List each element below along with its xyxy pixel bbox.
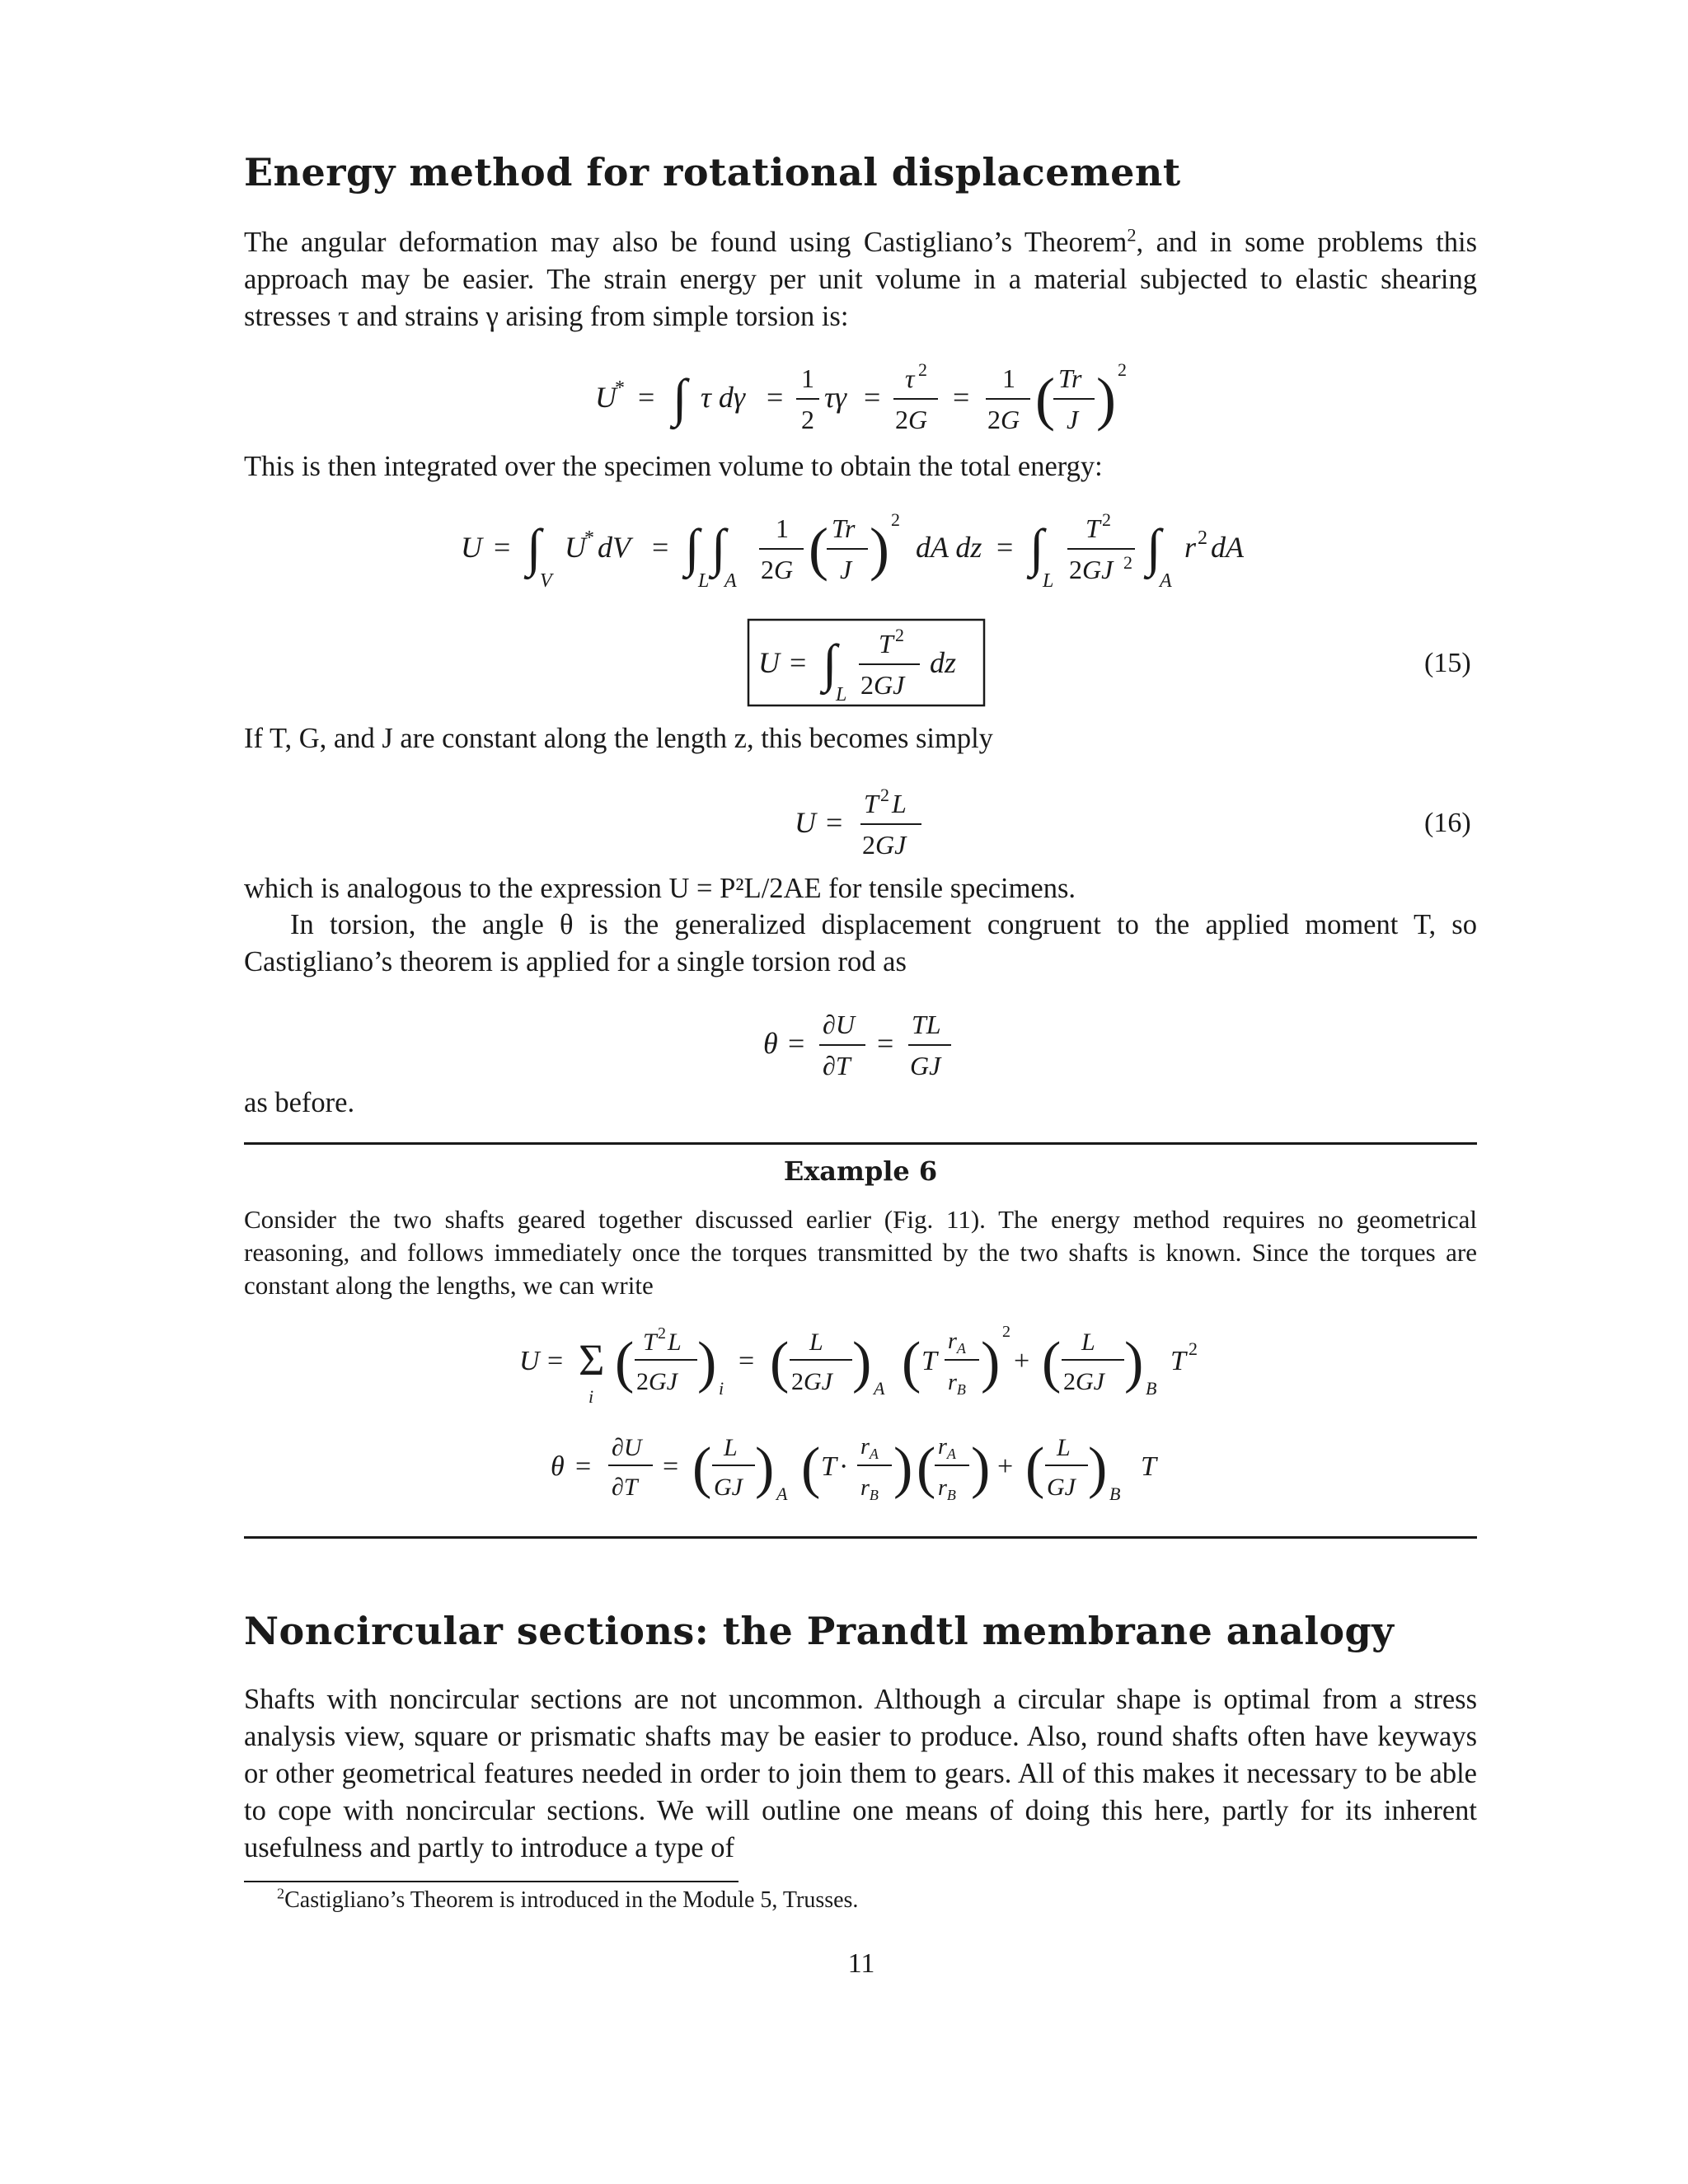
svg-text:=: = [877, 1027, 894, 1060]
svg-text:τ dγ: τ dγ [701, 381, 746, 414]
svg-text:2: 2 [1002, 1323, 1010, 1341]
section-title-noncircular: Noncircular sections: the Prandtl membrane analogy [244, 1609, 1395, 1653]
svg-text:L: L [836, 684, 847, 705]
svg-text:T: T [1170, 1346, 1186, 1376]
svg-text:θ: θ [763, 1027, 778, 1060]
svg-text:T: T [879, 629, 893, 658]
svg-text:U: U [758, 646, 780, 679]
svg-text:dz: dz [930, 646, 957, 679]
svg-text:τγ: τγ [824, 381, 847, 414]
svg-text:A: A [874, 1378, 885, 1399]
svg-text:=: = [663, 1451, 679, 1482]
svg-text:=: = [575, 1451, 592, 1482]
paragraph-intro-b: , and in some problems this approach may be easier. The strain energy per unit volume in a material subjected to elastic shearing stresses τ and strains γ arising from simple torsion is: [244, 227, 1477, 332]
svg-text:A: A [724, 570, 737, 592]
svg-text:rA: $r_A$ [948, 1329, 966, 1357]
svg-text:2G: 2G [761, 555, 794, 584]
svg-text:dA dz: dA dz [916, 531, 982, 564]
svg-text:U: U [565, 531, 586, 564]
svg-text:∂U: ∂U [612, 1434, 642, 1461]
paragraph-constant: If T, G, and J are constant along the length z, this becomes simply [244, 723, 993, 754]
footnote-text: Castigliano’s Theorem is introduced in the Module 5, Trusses. [284, 1887, 859, 1913]
svg-text:∂T: ∂T [612, 1474, 638, 1501]
svg-text:=: = [996, 531, 1014, 564]
svg-text:rB: $r_B$ [860, 1475, 879, 1503]
paragraph-castigliano: In torsion, the angle θ is the generalized displacement congruent to the applied moment T, so Castigliano’s theorem is applied for a single torsion rod as [244, 909, 1477, 977]
svg-text:2: 2 [658, 1324, 666, 1343]
svg-text:U: U [795, 806, 816, 839]
svg-text:GJ: GJ [714, 1474, 743, 1501]
svg-text:2GJ: 2GJ [860, 670, 905, 700]
svg-text:): ) [1096, 366, 1116, 432]
svg-text:*: * [615, 377, 625, 399]
svg-text:dV: dV [598, 531, 631, 564]
section-title-energy-method: Energy method for rotational displacement [244, 150, 1181, 194]
svg-text:): ) [1088, 1436, 1108, 1500]
svg-text:L: L [698, 570, 710, 592]
paragraph-noncircular: Shafts with noncircular sections are not uncommon. Although a circular shape is optimal from a stress analysis view, square or prismatic shafts may be easier to produce. Also, round shafts often have keyways or other geometrical features needed in order to join them to gears. All of this makes it necessary to be able to cope with noncircular sections. We will outline one means of doing this here, partly for its inherent usefulness and partly to introduce a type of [244, 1684, 1477, 1863]
svg-text:∫: ∫ [1029, 518, 1044, 577]
svg-text:τ: τ [905, 363, 915, 393]
svg-text:=: = [767, 381, 784, 414]
page-number: 11 [847, 1948, 875, 1979]
svg-text:+: + [997, 1451, 1014, 1482]
svg-text:θ: θ [551, 1451, 565, 1482]
equation-number-16: (16) [1424, 808, 1471, 838]
equation-16 [791, 778, 973, 869]
svg-text:i: i [588, 1386, 594, 1407]
svg-text:+: + [1014, 1346, 1030, 1376]
svg-text:∫: ∫ [527, 518, 542, 577]
svg-text:2GJ: 2GJ [636, 1368, 678, 1395]
svg-text:∫: ∫ [685, 518, 700, 577]
svg-text:r: r [1184, 531, 1197, 564]
svg-text:(: ( [615, 1331, 635, 1394]
equation-example-energy-sum [511, 1312, 1220, 1411]
svg-text:=: = [864, 381, 881, 414]
footnote-number: 2 [277, 1885, 285, 1902]
svg-text:Tr: Tr [832, 513, 856, 543]
svg-text:(: ( [1042, 1331, 1062, 1394]
svg-text:=: = [738, 1346, 755, 1376]
svg-text:): ) [755, 1436, 775, 1500]
svg-text:2: 2 [1123, 552, 1132, 573]
svg-text:L: L [1081, 1329, 1095, 1356]
svg-text:(: ( [917, 1436, 936, 1500]
svg-text:=: = [494, 531, 511, 564]
svg-text:T: T [864, 789, 879, 818]
svg-text:2: 2 [1118, 359, 1127, 380]
equation-example-theta [544, 1418, 1203, 1516]
example-bottom-rule [244, 1536, 1477, 1539]
svg-text:(: ( [809, 516, 828, 582]
svg-text:): ) [971, 1436, 991, 1500]
svg-text:*: * [584, 527, 594, 549]
svg-text:1: 1 [776, 513, 789, 543]
svg-text:A: A [1160, 570, 1172, 592]
svg-text:rA: $r_A$ [938, 1434, 956, 1462]
svg-text:L: L [892, 789, 907, 818]
svg-text:(: ( [1035, 366, 1055, 432]
svg-text:2GJ: 2GJ [791, 1368, 832, 1395]
svg-text:L: L [1057, 1434, 1071, 1461]
svg-text:∫: ∫ [823, 634, 837, 692]
svg-text:2: 2 [1102, 509, 1111, 530]
svg-text:J: J [1067, 405, 1079, 434]
example-text: Consider the two shafts geared together discussed earlier (Fig. 11). The energy method requires no geometrical reasoning, and follows immediately once the torques transmitted by the two shafts is known. Since the torques are constant along the lengths, we can write [244, 1205, 1477, 1300]
svg-text:=: = [788, 1027, 805, 1060]
svg-text:2GJ: 2GJ [1069, 555, 1114, 584]
svg-text:rA: $r_A$ [860, 1434, 879, 1462]
svg-text:i: i [719, 1378, 724, 1399]
paragraph-integrate: This is then integrated over the specimen volume to obtain the total energy: [244, 451, 1103, 482]
svg-text:rB: $r_B$ [948, 1370, 966, 1398]
svg-text:rB: $r_B$ [938, 1475, 956, 1503]
svg-text:Tr: Tr [1058, 363, 1082, 393]
svg-text:=: = [826, 806, 843, 839]
svg-text:GJ: GJ [910, 1051, 941, 1080]
paragraph-as-before: as before. [244, 1087, 355, 1118]
equation-total-energy-integral [457, 499, 1282, 598]
svg-text:Σ: Σ [579, 1335, 605, 1385]
svg-text:): ) [981, 1331, 1001, 1394]
svg-text:2: 2 [1198, 527, 1207, 549]
svg-text:2GJ: 2GJ [862, 830, 907, 860]
svg-text:V: V [540, 570, 552, 592]
svg-text:U: U [461, 531, 482, 564]
svg-text:T: T [1141, 1451, 1156, 1482]
svg-text:·: · [839, 1451, 849, 1482]
svg-text:T: T [821, 1451, 837, 1482]
svg-text:(: ( [692, 1436, 712, 1500]
svg-text:dA: dA [1211, 531, 1244, 564]
svg-text:2: 2 [895, 625, 904, 645]
footnote [277, 1887, 858, 1914]
svg-text:=: = [547, 1346, 564, 1376]
example-title: Example 6 [783, 1155, 938, 1187]
example-top-rule [244, 1142, 1477, 1145]
svg-text:): ) [852, 1331, 872, 1394]
svg-text:U: U [595, 381, 617, 414]
svg-text:=: = [790, 646, 807, 679]
svg-text:2: 2 [891, 509, 900, 530]
footnote-marker: 2 [1127, 224, 1137, 246]
svg-text:(: ( [1025, 1436, 1045, 1500]
svg-text:2: 2 [918, 359, 927, 380]
svg-text:2GJ: 2GJ [1063, 1368, 1104, 1395]
svg-text:=: = [652, 531, 669, 564]
svg-text:): ) [870, 516, 889, 582]
svg-text:=: = [638, 381, 655, 414]
svg-text:): ) [1124, 1331, 1144, 1394]
svg-text:(: ( [902, 1331, 921, 1394]
svg-text:T: T [921, 1346, 937, 1376]
svg-text:∫: ∫ [711, 518, 726, 577]
svg-text:∂U: ∂U [823, 1010, 855, 1039]
svg-text:): ) [893, 1436, 913, 1500]
svg-text:J: J [840, 555, 852, 584]
svg-text:(: ( [770, 1331, 790, 1394]
footnote-rule [244, 1881, 738, 1882]
svg-text:B: B [1146, 1378, 1157, 1399]
svg-text:TL: TL [912, 1010, 941, 1039]
svg-text:2: 2 [880, 785, 889, 805]
paragraph-analogous: which is analogous to the expression U = P²L/2AE for tensile specimens. [244, 873, 1076, 904]
svg-text:1: 1 [1002, 363, 1015, 393]
svg-text:L: L [809, 1329, 823, 1356]
svg-text:B: B [1109, 1483, 1121, 1504]
svg-text:2G: 2G [987, 405, 1020, 434]
svg-text:∂T: ∂T [823, 1051, 851, 1080]
svg-text:T: T [1085, 513, 1100, 543]
svg-text:L: L [724, 1434, 738, 1461]
svg-text:L: L [668, 1329, 682, 1356]
svg-text:A: A [776, 1483, 788, 1504]
svg-text:2: 2 [1189, 1338, 1198, 1359]
svg-text:2: 2 [801, 405, 814, 434]
svg-text:GJ: GJ [1047, 1474, 1076, 1501]
equation-15-boxed [747, 618, 987, 709]
svg-text:=: = [953, 381, 970, 414]
svg-text:T: T [643, 1329, 657, 1356]
equation-theta-castigliano [760, 999, 974, 1090]
svg-text:U: U [519, 1346, 540, 1376]
svg-text:∫: ∫ [1146, 518, 1161, 577]
svg-text:): ) [697, 1331, 717, 1394]
paragraph-intro-a: The angular deformation may also be found using Castigliano’s Theorem [244, 227, 1128, 258]
equation-strain-energy-density [577, 354, 1170, 445]
svg-text:(: ( [801, 1436, 821, 1500]
svg-text:L: L [1043, 570, 1054, 592]
svg-text:2G: 2G [895, 405, 928, 434]
paragraph-intro [244, 224, 1477, 335]
svg-text:∫: ∫ [673, 368, 687, 427]
equation-number-15: (15) [1424, 648, 1471, 678]
svg-text:1: 1 [801, 363, 814, 393]
